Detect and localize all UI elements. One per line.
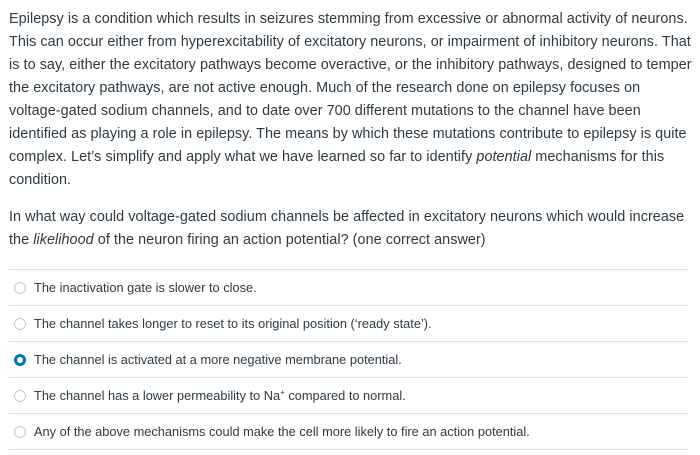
prompt-text-end: of the neuron firing an action potential? (one correct answer): [93, 232, 486, 248]
radio-button-icon[interactable]: [14, 318, 26, 330]
question-prompt: [9, 206, 694, 252]
radio-button-icon[interactable]: [14, 390, 26, 402]
question-intro: [9, 8, 694, 192]
answer-option-3[interactable]: [9, 342, 688, 378]
radio-button-icon[interactable]: [14, 426, 26, 438]
answer-label: The inactivation gate is slower to close.: [34, 280, 257, 295]
intro-text: Epilepsy is a condition which results in seizures stemming from excessive or abnormal activity of neurons. This can occur either from hyperexcitability of excitatory neurons, or impairment of inhibitory neurons. That is to say, either the excitatory pathways become overactive, or the inhibitory pathways, designed to temper the excitatory pathways, are not active enough. Much of the research done on epilepsy focuses on voltage-gated sodium channels, and to date over 700 different mutations to the channel have been identified as playing a role in epilepsy. The means by which these mutations contribute to epilepsy is quite complex. Let’s simplify and apply what we have learned so far to identify: [9, 11, 692, 165]
superscript-charge: +: [280, 388, 285, 397]
radio-button-icon[interactable]: [14, 282, 26, 294]
answer-label: Any of the above mechanisms could make the cell more likely to fire an action potential.: [34, 424, 530, 439]
prompt-text: In what way could voltage-gated sodium channels be affected in excitatory neurons which would increase the: [9, 209, 685, 248]
answer-label: The channel is activated at a more negative membrane potential.: [34, 352, 402, 367]
answer-option-1[interactable]: [9, 270, 688, 306]
intro-emphasis: potential: [476, 149, 532, 165]
answer-list: [9, 269, 688, 450]
answer-option-2[interactable]: [9, 306, 688, 342]
answer-option-5[interactable]: [9, 414, 688, 450]
answer-label: [34, 388, 406, 403]
radio-button-selected-icon[interactable]: [14, 354, 26, 366]
answer-label-text-end: compared to normal.: [284, 388, 406, 403]
answer-option-4[interactable]: [9, 378, 688, 414]
prompt-emphasis: likelihood: [33, 232, 94, 248]
answer-label: The channel takes longer to reset to its original position (‘ready state’).: [34, 316, 432, 331]
intro-text-end: mechanisms for this condition.: [9, 149, 665, 188]
answer-label-text: The channel has a lower permeability to Na: [34, 388, 281, 403]
